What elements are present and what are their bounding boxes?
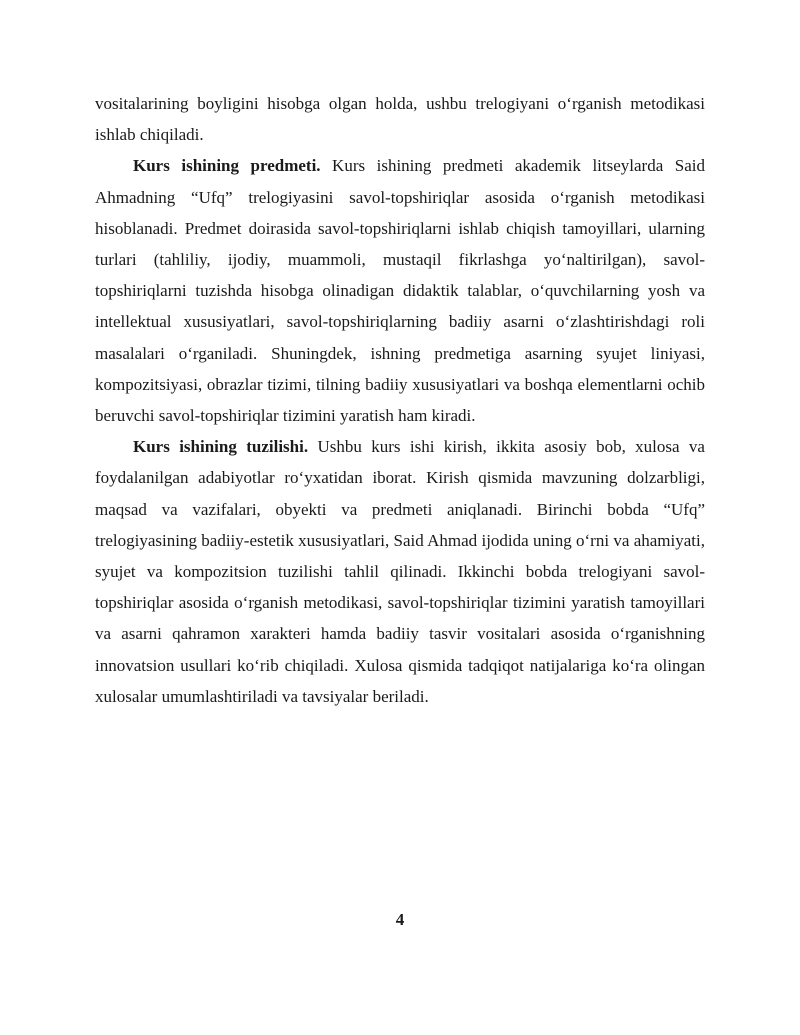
paragraph-continuation — [95, 88, 705, 150]
page-body — [95, 88, 705, 712]
paragraph-heading: Kurs ishining predmeti. — [133, 156, 321, 176]
paragraph-course-structure — [95, 431, 705, 712]
paragraph-heading: Kurs ishining tuzilishi. — [133, 437, 309, 457]
paragraph-text: Ushbu kurs ishi kirish, ikkita asosiy bob, xulosa va foydalanilgan adabiyotlar ro‘yxatidan iborat. Kirish qismida mavzuning dolzarbligi, maqsad va vazifalari, obyekti va predmeti aniqlanadi. Birinchi bobda “Ufq” trelogiyasining badiiy-estetik xususiyatlari, Said Ahmad ijodida uning o‘rni va ahamiyati, syujet va kompozitsion tuzilishi tahlil qilinadi. Ikkinchi bobda trelogiyani savol-topshiriqlar asosida o‘rganish metodikasi, savol-topshiriqlar tizimini yaratish tamoyillari va asarni qahramon xarakteri hamda badiiy tasvir vositalari asosida o‘rganishning innovatsion usullari ko‘rib chiqiladi. Xulosa qismida tadqiqot natijalariga ko‘ra olingan xulosalar umumlashtiriladi va tavsiyalar beriladi. — [95, 437, 705, 706]
page-number: 4 — [395, 910, 405, 929]
paragraph-course-subject — [95, 150, 705, 431]
paragraph-text: vositalarining boyligini hisobga olgan holda, ushbu trelogiyani o‘rganish metodikasi ishlab chiqiladi. — [95, 94, 705, 145]
paragraph-text: Kurs ishining predmeti akademik litseylarda Said Ahmadning “Ufq” trelogiyasini savol-topshiriqlar asosida o‘rganish metodikasi hisoblanadi. Predmet doirasida savol-topshiriqlarni ishlab chiqish tamoyillari, ularning turlari (tahliliy, ijodiy, muammoli, mustaqil fikrlashga yo‘naltirilgan), savol-topshiriqlarni tuzishda hisobga olinadigan didaktik talablar, o‘quvchilarning yosh va intellektual xususiyatlari, savol-topshiriqlarning badiiy asarni o‘zlashtirishdagi roli masalalari o‘rganiladi. Shuningdek, ishning predmetiga asarning syujet liniyasi, kompozitsiyasi, obrazlar tizimi, tilning badiiy xususiyatlari va boshqa elementlarni ochib beruvchi savol-topshiriqlar tizimini yaratish ham kiradi. — [95, 156, 705, 426]
